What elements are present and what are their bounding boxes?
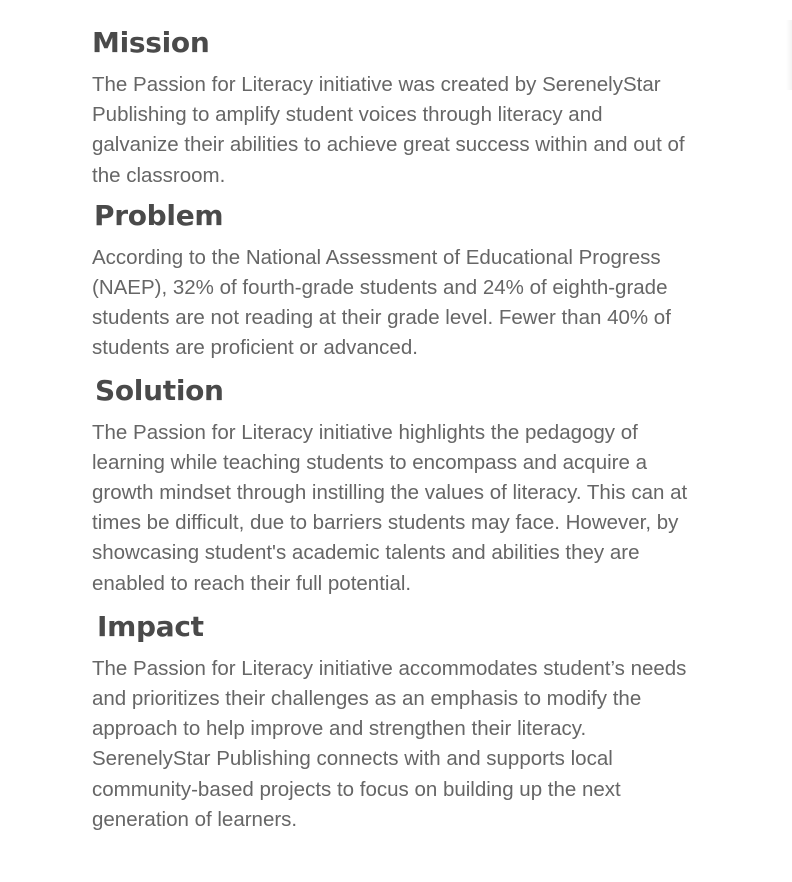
solution-body: The Passion for Literacy initiative highlights the pedagogy of learning while teaching students to encompass and acquire a growth mindset through instilling the values of literacy. This can at times be difficult, due to barriers students may face. However, by showcasing student's academic talents and abilities they are enabled to reach their full potential. <box>92 420 688 595</box>
mission-heading: Mission <box>92 26 210 59</box>
mission-body: The Passion for Literacy initiative was created by SerenelyStar Publishing to amplify student voices through literacy and galvanize their abilities to achieve great success within and out of the classroom. <box>92 73 685 187</box>
problem-heading: Problem <box>94 198 224 232</box>
impact-section <box>92 608 692 835</box>
problem-body: According to the National Assessment of Educational Progress (NAEP), 32% of fourth-grade students and 24% of eighth-grade students are not reading at their grade level. Fewer than 40% of students are proficient or advanced. <box>92 245 671 360</box>
impact-heading: Impact <box>97 609 204 643</box>
impact-body: The Passion for Literacy initiative accommodates student’s needs and prioritizes their challenges as an emphasis to modify the approach to help improve and strengthen their literacy. SerenelyStar Publishing connects with and supports local community-based projects to focus on building up the next generation of learners. <box>92 656 687 831</box>
solution-section <box>92 372 692 599</box>
page-edge-shadow <box>786 20 792 90</box>
mission-section <box>92 24 692 191</box>
solution-heading: Solution <box>95 373 224 407</box>
problem-section <box>92 197 692 364</box>
document-content <box>92 24 692 835</box>
